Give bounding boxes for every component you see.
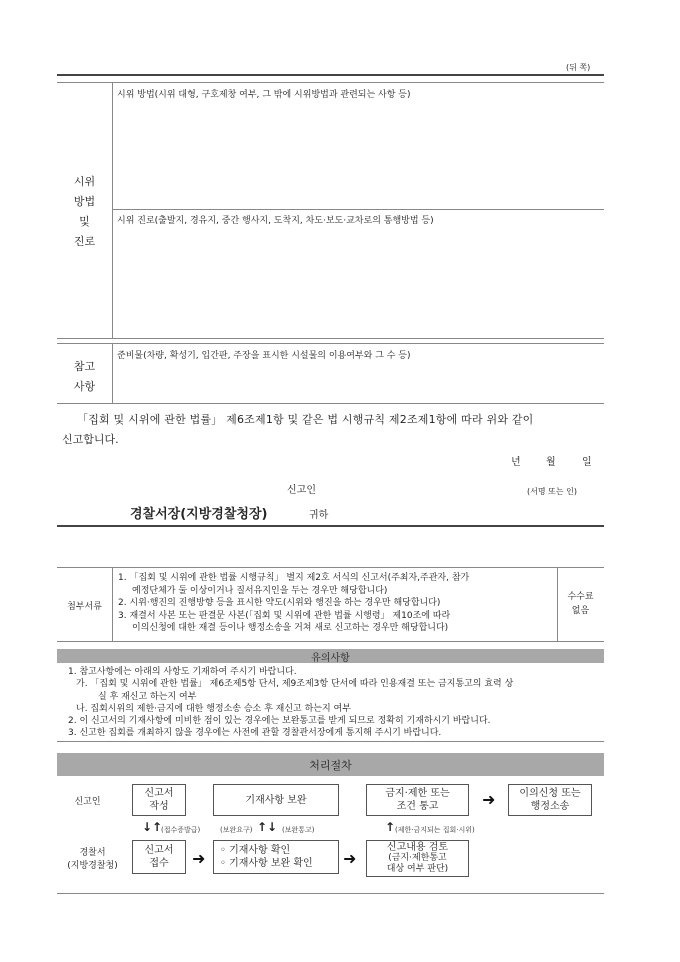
box-line: 기재사항 보완: [245, 794, 307, 806]
supplies-field-label: 준비물(차량, 확성기, 입간판, 주장을 표시한 시설물의 이용여부와 그 수 등): [117, 351, 411, 361]
attachments-bottom-line: [57, 641, 604, 642]
row2-label-line: (지방경찰청): [67, 861, 118, 871]
method-field-label: 시위 방법(시위 대형, 구호제창 여부, 그 밖에 시위방법과 관련되는 사항 등): [117, 90, 411, 100]
box-line: 행정소송: [530, 801, 570, 812]
attachments-label: 첨부서류: [67, 602, 102, 612]
up-arrow-icon: ↑: [385, 820, 396, 834]
receipt-box: [132, 840, 186, 874]
section1-divider: [112, 82, 113, 338]
attachment-item: 3. 재결서 사본 또는 판결문 사본(「집회 및 시위에 관한 법률 시행령」 제10조에 따라: [118, 610, 451, 621]
reporter-label: 신고인: [287, 485, 316, 496]
section2-divider: [112, 343, 113, 403]
attachment-item: 이의신청에 대한 재결 등이나 행정소송을 거쳐 새로 신고하는 경우만 해당합니다): [132, 623, 449, 633]
note-line: 나. 집회시위의 제한·금지에 대한 행정소송 승소 후 재신고 하는지 여부: [76, 703, 351, 714]
label-line: 진로: [73, 235, 96, 248]
signature-note: (서명 또는 인): [527, 487, 577, 496]
box-line: 접수: [149, 858, 169, 869]
ban-notice-note: (제한·금지되는 집회·시위): [395, 826, 475, 834]
notes-list: [68, 666, 513, 740]
label-line: 참고: [73, 360, 96, 373]
attachments-left-divider: [112, 567, 113, 641]
section1-label: [57, 172, 112, 252]
method-route-separator: [112, 209, 604, 210]
right-arrow-icon: ➜: [343, 849, 357, 868]
box-line: 대상 여부 판단): [386, 864, 449, 874]
review-box: [366, 840, 469, 877]
box-line: 이의신청 또는: [519, 788, 581, 799]
row2-label: [65, 847, 120, 873]
note-line: 1. 참고사항에는 아래의 사항도 기재하여 주시기 바랍니다.: [68, 667, 297, 677]
right-arrow-icon: ➜: [482, 790, 496, 809]
box-line: 작성: [149, 801, 169, 812]
procedure-title: 처리절차: [309, 758, 352, 772]
procedure-title-bar: [57, 753, 604, 776]
section1-bottom-line: [57, 338, 604, 339]
declaration-line2: 신고합니다.: [62, 433, 119, 446]
box-line: (금지·제한통고: [388, 853, 447, 863]
attachment-item: 2. 시위·행진의 진행방향 등을 표시한 약도(시위와 행진을 하는 경우만 해당합니다): [118, 598, 441, 608]
section1-top-line: [57, 82, 604, 83]
declaration-bottom-rule: [57, 525, 604, 527]
fee-value: 없음: [571, 606, 590, 616]
notes-title-bar: [57, 649, 604, 663]
box-line: ◦ 기재사항 보완 확인: [220, 858, 313, 869]
page-side-label: (뒤 쪽): [566, 63, 591, 72]
note-line: 2. 이 신고서의 기재사항에 미비한 점이 있는 경우에는 보완통고를 받게 되므로 정확히 기재하시기 바랍니다.: [68, 716, 491, 727]
supp-notice-note: (보완통고): [282, 826, 315, 834]
row1-label: 신고인: [74, 797, 101, 807]
attachment-item: 예정단체가 둘 이상이거나 질서유지인을 두는 경우만 해당합니다): [132, 585, 388, 596]
right-arrow-icon: ➜: [192, 849, 206, 868]
attachments-list: [118, 572, 469, 635]
box-line: 금지·제한 또는: [385, 788, 450, 799]
route-field-label: 시위 진로(출발지, 경유지, 중간 행사지, 도착지, 차도·보도·교차로의 통행방법 등): [117, 216, 434, 226]
declaration-line1: 「집회 및 시위에 관한 법률」 제6조제1항 및 같은 법 시행규칙 제2조제1항에 따라 위와 같이: [77, 413, 534, 426]
ban-notice-box: [366, 784, 469, 816]
notes-title: 유의사항: [311, 652, 350, 664]
fee-cell: [557, 590, 604, 618]
month-label: 월: [546, 457, 556, 468]
down-up-arrows-icon: ↓↑: [142, 820, 163, 834]
attachment-item: 1. 「집회 및 시위에 관한 법률 시행규칙」 별지 제2호 서식의 신고서(주최자,주관자, 참가: [118, 573, 470, 583]
day-label: 일: [582, 457, 592, 468]
fee-label: 수수료: [567, 592, 594, 602]
section2-label: [57, 357, 112, 397]
label-line: 및: [79, 215, 90, 228]
notes-bottom-line: [57, 741, 604, 742]
note-line: 실 후 재신고 하는지 여부: [98, 691, 197, 702]
box-line: 조건 통고: [396, 801, 439, 812]
box-line: ◦ 기재사항 확인: [220, 845, 291, 856]
addressee-title: 경찰서장(지방경찰청장): [130, 507, 268, 522]
box-line: 신고서: [144, 788, 174, 799]
attachments-top-line: [57, 567, 604, 568]
up-down-arrows-icon: ↑↓: [257, 820, 278, 834]
section2-top-line: [57, 343, 604, 344]
label-line: 시위: [73, 175, 96, 188]
label-line: 사항: [73, 380, 96, 393]
box-line: 신고내용 검토: [386, 842, 449, 853]
receipt-cert-note: (접수증발급): [161, 826, 201, 834]
row2-label-line: 경찰서: [79, 848, 106, 858]
year-label: 년: [511, 457, 521, 468]
note-line: 3. 신고한 집회를 개최하지 않을 경우에는 사전에 관할 경찰관서장에게 통지해 주시기 바랍니다.: [68, 728, 442, 739]
appeal-box: [508, 784, 592, 816]
procedure-bottom-line: [57, 893, 604, 894]
addressee-honorific: 귀하: [309, 510, 329, 521]
box-line: 신고서: [144, 845, 174, 856]
section2-bottom-line: [57, 403, 604, 404]
supp-request-note: (보완요구): [220, 826, 253, 834]
label-line: 방법: [73, 195, 96, 208]
top-rule: [57, 74, 604, 76]
note-line: 가. 「집회 및 시위에 관한 법률」 제6조제5항 단서, 제9조제3항 단서에 따라 인용재결 또는 금지통고의 효력 상: [76, 679, 514, 690]
supplement-box: [213, 784, 339, 816]
check-box: [213, 840, 339, 874]
write-report-box: [132, 784, 186, 816]
